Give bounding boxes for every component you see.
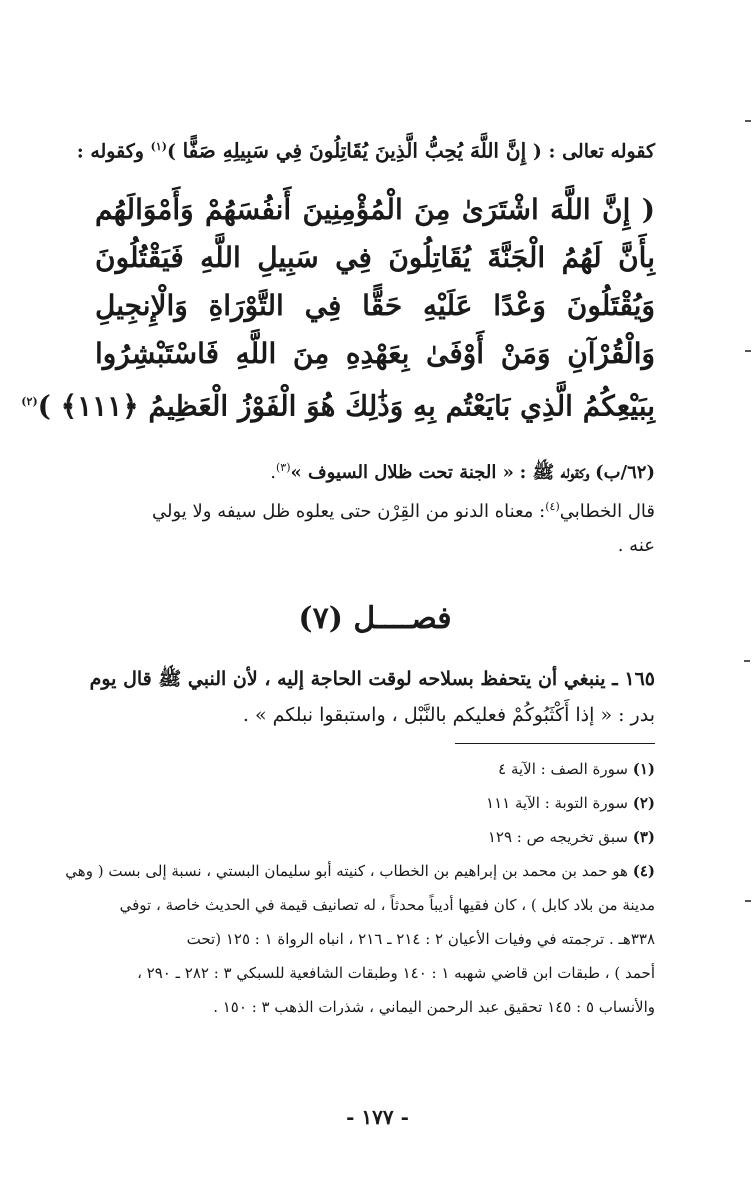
- intro-lead: كقوله تعالى :: [548, 140, 655, 163]
- margin-mark: [745, 120, 751, 122]
- footnote-4-line: مدينة من بلاد كابل ) ، كان فقيها أديباً محدثاً ، له تصانيف قيمة في الحديث خاصة ، توفي: [119, 895, 655, 914]
- hadith-line: (٦٢/ب) وكقوله ﷺ : « الجنة تحت ظلال السيوف »$^{(٣)}$.: [270, 460, 655, 483]
- paragraph-165: [89, 661, 655, 733]
- hadith-text: « الجنة تحت ظلال السيوف »: [290, 461, 514, 483]
- hadith-lead: وكقوله ﷺ :: [519, 461, 590, 483]
- margin-mark: [744, 660, 750, 662]
- footnotes: [65, 752, 655, 1024]
- margin-mark: [745, 350, 751, 352]
- khattabi-paragraph: [95, 490, 655, 563]
- footnote-4-line: أحمد ) ، طبقات ابن قاضي شهبه ١ : ١٤٠ وطبقات الشافعية للسبكي ٣ : ٢٨٢ ـ ٢٩٠ ،: [137, 963, 655, 982]
- intro-tail: وكقوله :: [76, 140, 144, 163]
- footnote-4-line: ٣٣٨هـ . ترجمته في وفيات الأعيان ٢ : ٢١٤ ـ ٢١٦ ، انباه الرواة ١ : ١٢٥ (تحت: [186, 929, 655, 948]
- footnote-ref-2: (٢): [21, 395, 38, 409]
- footnote-4: (٤) هو حمد بن محمد بن إبراهيم بن الخطاب ، كنيته أبو سليمان البستي ، نسبة إلى بست ( وهي: [65, 861, 655, 880]
- paragraph-165-line-1: ١٦٥ ـ ينبغي أن يتحفظ بسلاحه لوقت الحاجة إليه ، لأن النبي ﷺ قال يوم: [89, 667, 655, 690]
- verse-line: ( إِنَّ اللَّهَ اشْتَرَىٰ مِنَ الْمُؤْمِنِينَ أَنفُسَهُمْ وَأَمْوَالَهُم: [95, 193, 655, 227]
- footnote-divider: [455, 743, 655, 744]
- verse-line: بِأَنَّ لَهُمُ الْجَنَّةَ يُقَاتِلُونَ فِي سَبِيلِ اللَّهِ فَيَقْتُلُونَ: [95, 241, 655, 275]
- khattabi-line-2: عنه .: [617, 534, 655, 556]
- footnote-4-line: والأنساب ٥ : ١٤٥ تحقيق عبد الرحمن اليماني ، شذرات الذهب ٣ : ١٥٠ .: [213, 997, 655, 1016]
- margin-mark: [745, 900, 751, 902]
- quran-inline-verse: إِنَّ اللَّهَ يُحِبُّ الَّذِينَ يُقَاتِلُونَ فِي سَبِيلِهِ صَفًّا: [182, 138, 527, 163]
- paragraph-165-line-2: بدر : « إذا أَكْثَبُوكُمْ فعليكم بالنَّبْل ، واستبقوا نبلكم » .: [242, 703, 655, 726]
- section-title: فصــــل (٧): [298, 600, 452, 636]
- page-number: - ١٧٧ -: [346, 1105, 409, 1129]
- footnote-ref-4: (٤): [545, 499, 560, 513]
- khattabi-lead: قال الخطابي: [559, 500, 655, 522]
- verse-line: وَالْقُرْآنِ وَمَنْ أَوْفَىٰ بِعَهْدِهِ مِنَ اللَّهِ فَاسْتَبْشِرُوا: [95, 337, 655, 371]
- folio-marker: (٦٢/ب): [595, 461, 655, 483]
- quran-verse-block: [21, 186, 655, 430]
- intro-line: [76, 130, 655, 168]
- khattabi-text: : معناه الدنو من القِرْن حتى يعلوه ظل سيفه ولا يولي: [152, 500, 546, 522]
- page-body: [21, 130, 655, 1024]
- footnote-ref-3: (٣): [275, 460, 291, 474]
- quran-open-paren: (: [532, 140, 542, 163]
- verse-line: بِبَيْعِكُمُ الَّذِي بَايَعْتُم بِهِ وَذَٰلِكَ هُوَ الْفَوْزُ الْعَظِيمُ ﴿١١١﴾ ): [37, 389, 655, 423]
- verse-line-last: [21, 378, 655, 430]
- quran-close-paren: ): [166, 140, 176, 163]
- footnote-1: (١) سورة الصف : الآية ٤: [498, 759, 655, 778]
- footnote-3: (٣) سبق تخريجه ص : ١٢٩: [487, 827, 655, 846]
- footnote-ref-1: (١): [150, 140, 167, 153]
- verse-line: وَيُقْتَلُونَ وَعْدًا عَلَيْهِ حَقًّا فِي التَّوْرَاةِ وَالْإِنجِيلِ: [95, 289, 655, 323]
- footnote-2: (٢) سورة التوبة : الآية ١١١: [486, 793, 655, 812]
